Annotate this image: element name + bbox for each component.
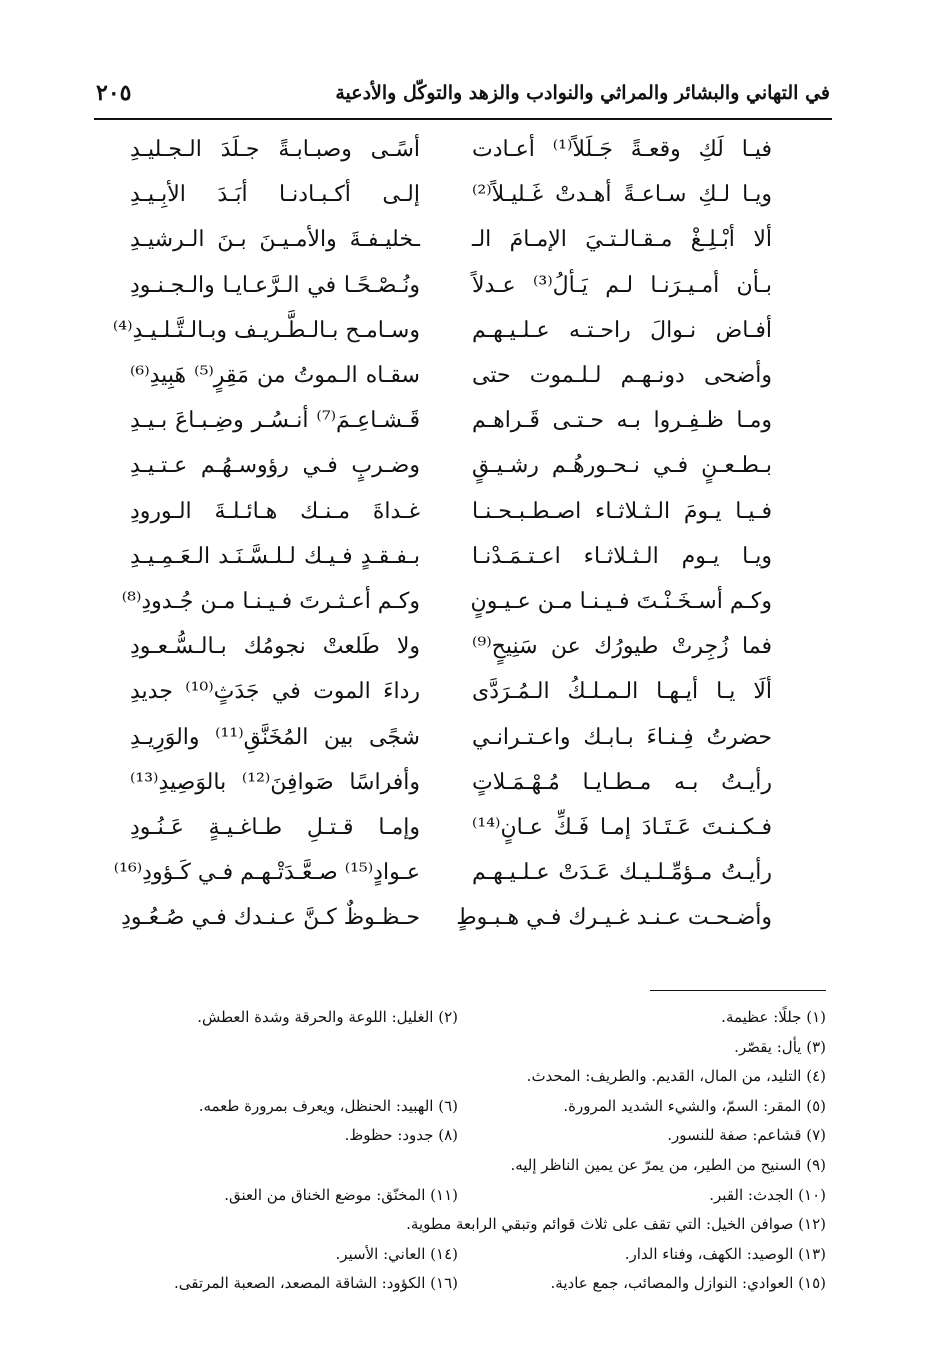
verse-first-hemistich: فـكـنـتَ عَـتَـادَ إمـا فَـكِّ عـانٍ⁽¹⁴⁾ [472,815,772,840]
footnote: (٩) السنيح من الطير، من يمرّ عن يمين الناظر إليه. [510,1156,826,1174]
verse-second-hemistich: إلـى أكـبـادنـا أبَـدَ الأبِـيـدِ [130,182,420,208]
header-rule [94,118,832,120]
footnote: (١٠) الجدث: القبر. [709,1185,826,1204]
footnote: (١٥) العوادي: النوازل والمصائب، جمع عادية. [550,1274,826,1293]
verse-first-hemistich: رأيـتُ مـؤمِّـلـيـك عَـدَتْ عـلـيـهـم [472,860,772,886]
footnote: (١٢) صوافن الخيل: التي تقف على ثلاث قوائم وتبقي الرابعة مطوية. [406,1215,826,1234]
verse-first-hemistich: ألا أبْـلِـغْ مـقـالـتـيَ الإمـامَ الـ [472,227,772,253]
footnote: (٢) الغليل: اللوعة والحرقة وشدة العطش. [197,1008,458,1026]
footnote: (٣) يأل: يقصّر. [734,1037,826,1056]
footnote: (٧) قشاعم: صفة للنسور. [667,1126,826,1145]
verse-second-hemistich: عـوادٍ⁽¹⁵⁾ صـعَّـدَتْـهـم فـي كَـؤودِ⁽¹⁶⁾ [113,860,420,886]
footnote: (٥) المقر: السمّ، والشيء الشديد المرورة. [563,1096,826,1115]
footnote: (٦) الهبيد: الحنظل، ويعرف بمرورة طعمه. [198,1096,458,1115]
footnote: (١٤) العاني: الأسير. [335,1244,458,1263]
verse-second-hemistich: وسـامـح بـالـطَّـريـف وبـالـتَّـلـيـدِ⁽⁴⁾ [112,317,420,343]
verse-first-hemistich: رأيـتُ بـه مـطـايـا مُـهْـمَـلاتٍ [472,769,772,795]
verse-first-hemistich: ومـا ظـفِـروا بـه حـتـى قَـراهـم [472,408,772,434]
verse-second-hemistich: غـداةَ مـنـك هـائـلـةَ الـورودِ [130,498,420,524]
footnote: (١) جللًا: عظيمة. [721,1008,826,1026]
verse-second-hemistich: سقـاه الـموتُ من مَقِرٍ⁽⁵⁾ هَبِيدِ⁽⁶⁾ [130,363,420,388]
verse-second-hemistich: قَـشـاعِـمَ⁽⁷⁾ أنـسُـر وضِـبـاعَ بـيـدِ [130,408,420,434]
verse-first-hemistich: وكـم أسـخَـنْـتَ فـيـنـا مـن عـيـونٍ [470,589,772,614]
poem [90,130,830,960]
verse-first-hemistich: فيـا لَكِ وقعـةً جَـلَلاً⁽¹⁾ أعـادت [472,137,772,162]
verse-first-hemistich: بـطـعـنٍ فـي نـحـورهُـم رشـيـقٍ [472,453,772,479]
verse-second-hemistich: وإمـا قـتـلِ طـاغـيـةٍ عَـنُـودِ [130,815,420,840]
verse-first-hemistich: فـيـا يـومَ الـثـلاثـاء اصـطـبـحـنـا [472,498,772,524]
footnote: (٤) التليد، من المال، القديم. والطريف: المحدث. [526,1067,826,1086]
verse-second-hemistich: وأفراسًا صَوافِنَ⁽¹²⁾ بالوَصِيدِ⁽¹³⁾ [130,769,420,795]
footnote: (١١) المخنّق: موضع الخناق من العنق. [224,1185,458,1204]
verse-second-hemistich: ولا طَلعتْ نجومُك بـالـسُّـعـودِ [130,634,420,660]
verse-first-hemistich: وأضـحـت عـنـد غـيـرك فـي هـبـوطٍ [456,905,772,931]
verse-first-hemistich: وأضحى دونـهـم لـلـموت حتى [472,363,772,388]
verse-second-hemistich: وكـم أعـثـرتَ فـيـنـا مـن جُـدودِ⁽⁸⁾ [121,589,420,614]
verse-first-hemistich: ويـا يـوم الـثـلاثـاء اعـتـمَـدْنـا [472,543,772,569]
footnote: (٨) جدود: حظوظ. [344,1126,458,1145]
verse-second-hemistich: شجًى بين المُخَنَّقِ⁽¹¹⁾ والوَرِيـدِ [130,724,420,750]
verse-second-hemistich: بـفـقـدٍ فـيـك لـلـسَّـنَـد الـعَـمِـيـدِ [130,543,420,569]
verse-second-hemistich: حـظـوظٌ كـنَّ عـنـدك فـي صُـعُـودِ [121,905,420,931]
footnote-rule [650,990,826,991]
verse-first-hemistich: فما زُجِرتْ طيورُك عن سَنِيحٍ⁽⁹⁾ [472,634,772,660]
verse-first-hemistich: بـأن أمـيـرَنـا لـم يَـألُ⁽³⁾ عـدلاً [472,272,772,298]
verse-second-hemistich: وضـربٍ فـي رؤوسـهُـم عـتـيـدِ [130,453,420,479]
page-number: ٢٠٥ [96,80,132,106]
verse-second-hemistich: ـخليـفـةَ والأمـيـنَ بـنَ الـرشيـدِ [130,227,420,253]
verse-first-hemistich: ويـا لـكِ سـاعـةً أهـدتْ غَـليـلاً⁽²⁾ [472,182,772,208]
footnote: (١٣) الوصيد: الكهف، وفناء الدار. [624,1244,826,1263]
verse-second-hemistich: أسًـى وصبـابـةً جـلَدَ الـجـليـدِ [130,137,420,162]
verse-first-hemistich: حضرتُ فِـنـاءَ بـابـك واعـتـرانـي [472,724,772,750]
header-title: في التهاني والبشائر والمراثي والنوادب والزهد والتوكّل والأدعية [335,82,830,104]
verse-second-hemistich: رداءَ الموت في جَدَثٍ⁽¹⁰⁾ جديدِ [130,679,420,705]
running-header [92,78,830,114]
verse-first-hemistich: ألَا يـا أيـهـا الـمـلـكُ الـمُـرَدَّى [472,679,772,705]
verse-first-hemistich: أفـاض نـوالَ راحـتـه عـلـيـهـم [472,317,772,343]
verse-second-hemistich: ونُـصْـحًـا في الـرَّعـايـا والـجـنـودِ [130,272,420,298]
footnote: (١٦) الكؤود: الشاقة المصعد، الصعبة المرتقى. [174,1274,458,1293]
